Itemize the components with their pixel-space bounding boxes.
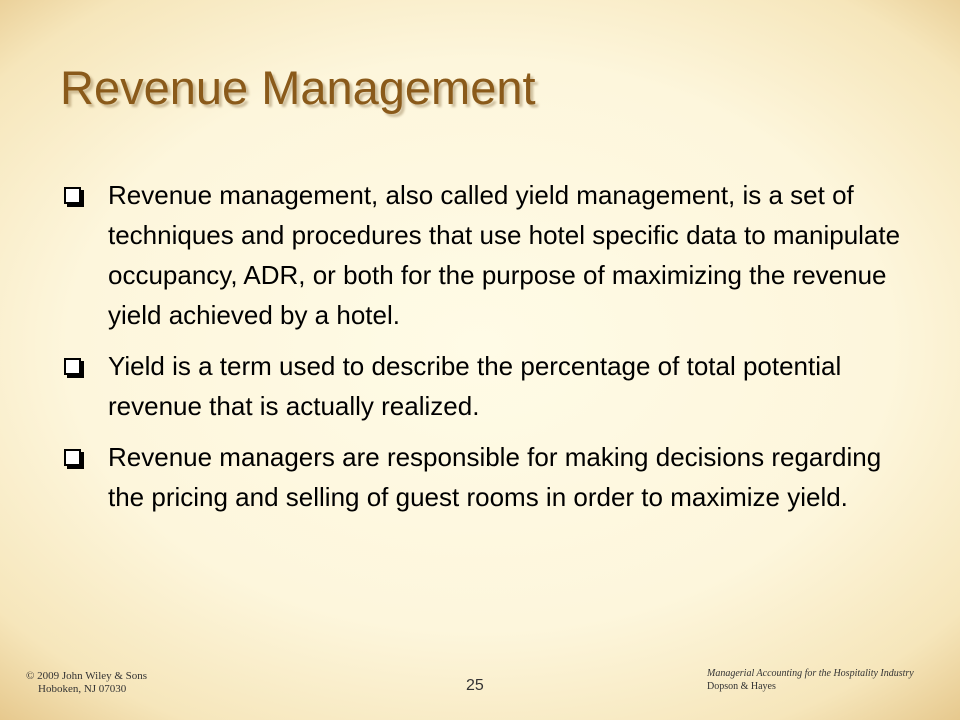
copyright-line: © 2009 John Wiley & Sons [26, 670, 148, 682]
bullet-text: Revenue management, also called yield management, is a set of techniques and procedures that use hotel specific data to manipulate occupancy, ADR, or both for the purpose of maximizing the revenue yield achieved by a hotel. [108, 180, 901, 330]
book-authors: Dopson & Hayes [707, 681, 776, 692]
copyright-footer [26, 670, 147, 696]
bullet-list [64, 175, 904, 528]
book-title: Managerial Accounting for the Hospitality Industry [707, 668, 914, 679]
slide-title: Revenue Management [60, 61, 536, 114]
square-bullet-icon [64, 449, 81, 466]
bullet-item [64, 437, 904, 517]
bullet-text: Yield is a term used to describe the percentage of total potential revenue that is actually realized. [108, 351, 842, 421]
bullet-text: Revenue managers are responsible for making decisions regarding the pricing and selling of guest rooms in order to maximize yield. [108, 442, 882, 512]
book-credit-footer [707, 667, 914, 693]
bullet-item [64, 175, 904, 335]
page-number: 25 [466, 677, 484, 694]
square-bullet-icon [64, 358, 81, 375]
bullet-item [64, 346, 904, 426]
square-bullet-icon [64, 187, 81, 204]
publisher-address: Hoboken, NJ 07030 [38, 683, 127, 695]
